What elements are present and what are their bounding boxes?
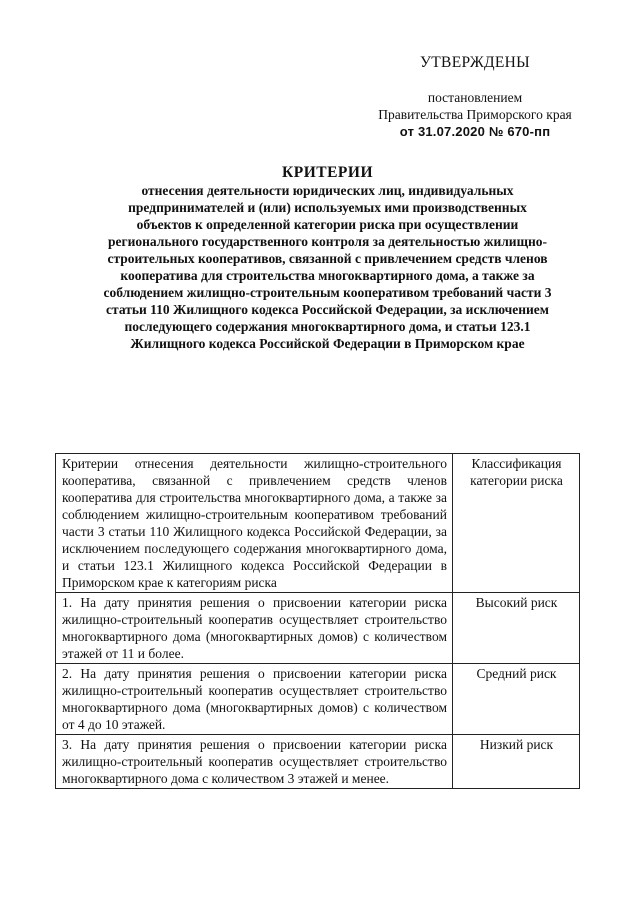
row-criterion: 3. На дату принятия решения о присвоении категории риска жилищно-строительный кооператив осуществляет строительство многоквартирного дома с количеством 3 этажей и менее.	[56, 735, 453, 789]
approval-number: от 31.07.2020 № 670-пп	[399, 124, 551, 139]
table-row	[56, 735, 580, 789]
document-title-block	[100, 164, 555, 352]
table-row	[56, 593, 580, 664]
table-header-row	[56, 454, 580, 593]
row-criterion: 2. На дату принятия решения о присвоении категории риска жилищно-строительный кооператив осуществляет строительство многоквартирного дома (многоквартирных домов) с количеством от 4 до 10 этажей.	[56, 664, 453, 735]
approval-organization: Правительства Приморского края	[378, 107, 572, 122]
row-category: Средний риск	[453, 664, 580, 735]
table-row	[56, 664, 580, 735]
header-criteria: Критерии отнесения деятельности жилищно-строительного кооператива, связанной с привлечением средств членов кооператива для строительства многоквартирного дома, а также за соблюдением жилищно-строительным кооперативом требований части 3 статьи 110 Жилищного кодекса Российской Федерации, за исключением последующего содержания многоквартирного дома, и статьи 123.1 Жилищного кодекса Российской Федерации в Приморском крае к категориям риска	[56, 454, 453, 593]
document-subheading: отнесения деятельности юридических лиц, индивидуальных предпринимателей и (или) используемых ими производственных объектов к определенной категории риска при осуществлении регионального государственного контроля за деятельностью жилищно-строительных кооперативов, связанной с привлечением средств членов кооператива для строительства многоквартирного дома, а также за соблюдением жилищно-строительным кооперативом требований части 3 статьи 110 Жилищного кодекса Российской Федерации, за исключением последующего содержания многоквартирного дома, и статьи 123.1 Жилищного кодекса Российской Федерации в Приморском крае	[103, 183, 552, 351]
criteria-table	[55, 453, 580, 789]
approval-block	[360, 54, 590, 139]
header-classification: Классификация категории риска	[453, 454, 580, 593]
row-category: Высокий риск	[453, 593, 580, 664]
row-criterion: 1. На дату принятия решения о присвоении категории риска жилищно-строительный кооператив осуществляет строительство многоквартирного дома (многоквартирных домов) с количеством этажей от 11 и более.	[56, 593, 453, 664]
document-heading: КРИТЕРИИ	[281, 164, 374, 181]
approval-title: УТВЕРЖДЕНЫ	[420, 54, 530, 71]
approval-subtitle: постановлением	[427, 90, 523, 105]
row-category: Низкий риск	[453, 735, 580, 789]
